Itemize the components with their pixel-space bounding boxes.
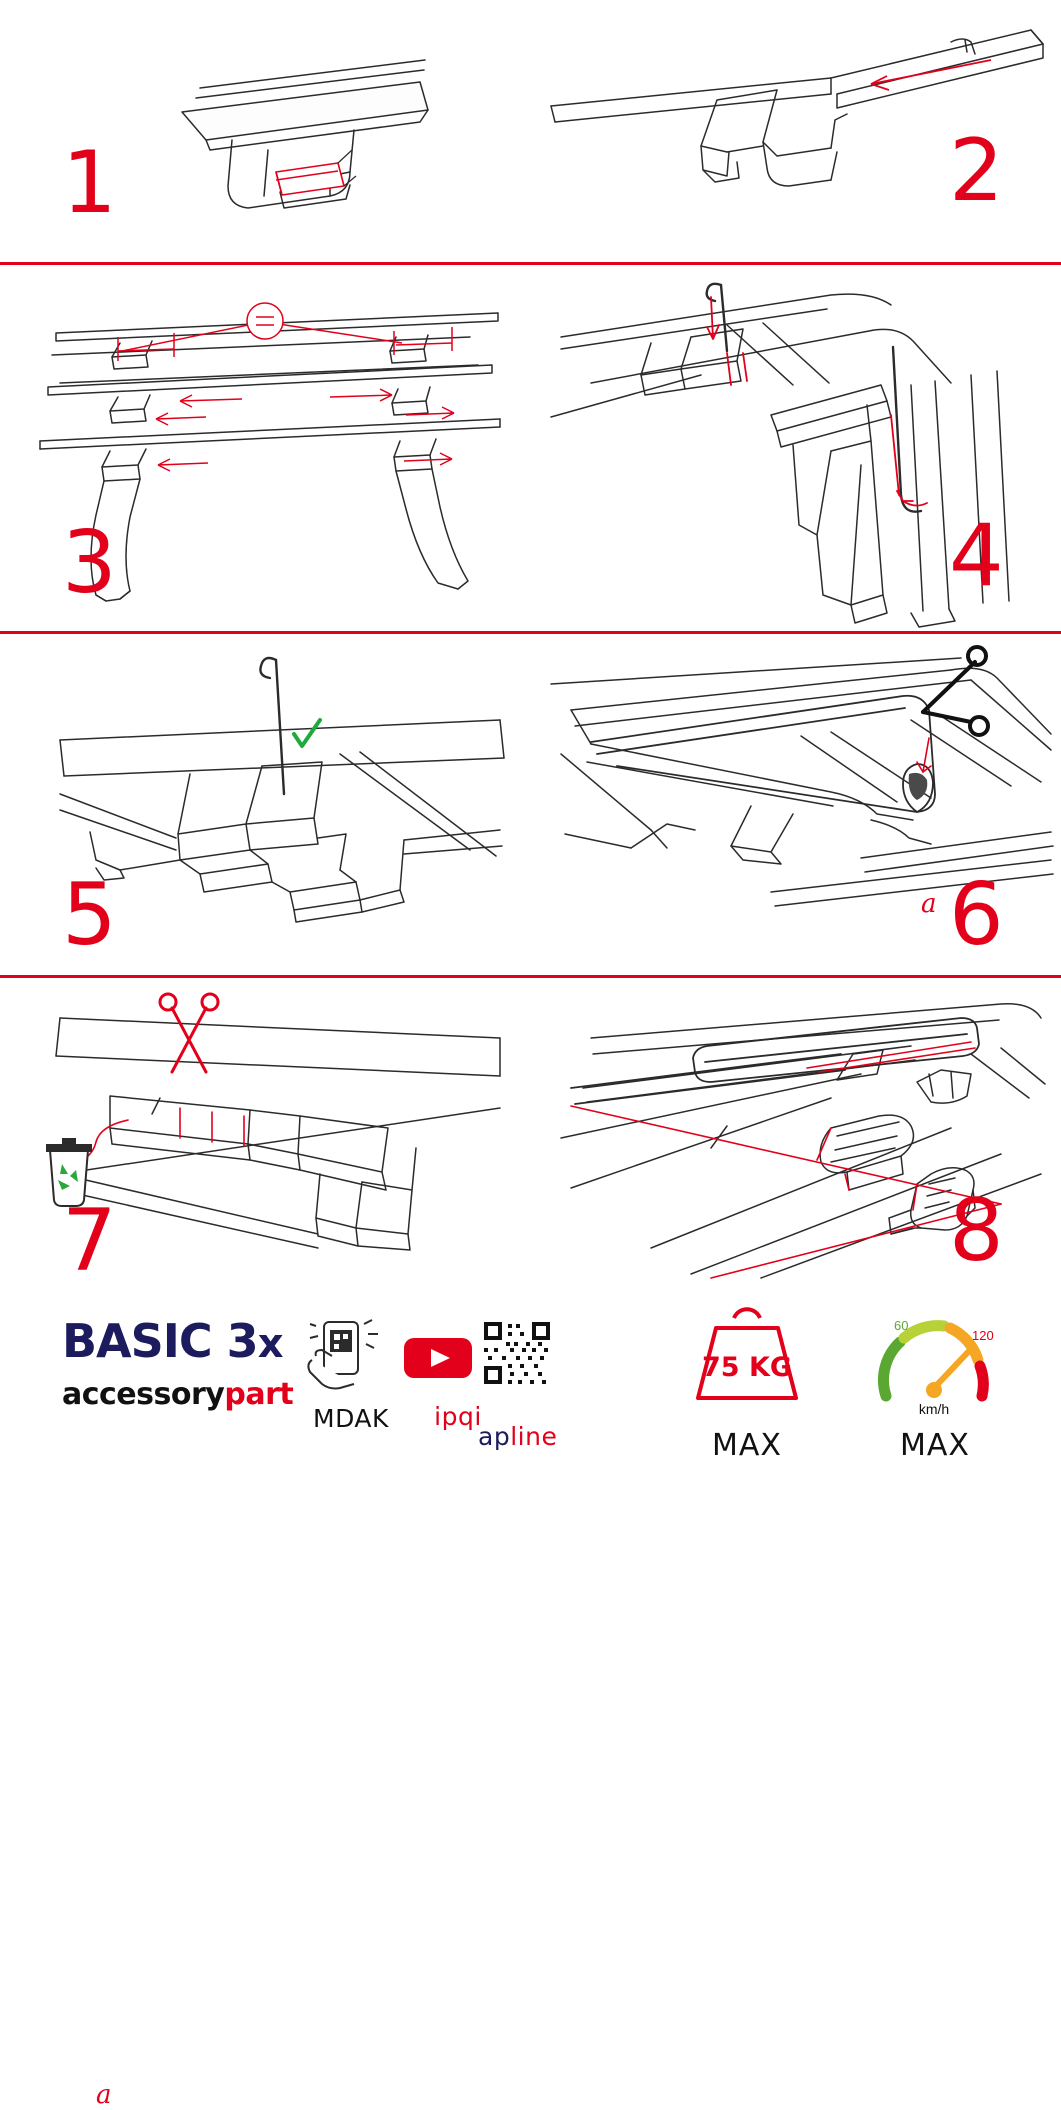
hand-qr-scan-icon	[296, 1316, 406, 1394]
step-number-5: 5	[62, 865, 115, 965]
logo-apline-caption-part2: line	[510, 1422, 558, 1451]
speedometer-icon	[860, 1300, 1010, 1422]
label-a-step-7: a	[96, 2080, 112, 2110]
speed-unit: km/h	[918, 1401, 950, 1417]
step-panel-5	[0, 634, 530, 975]
qr-code-icon	[470, 1318, 570, 1392]
logo-apline-caption-part1: ap	[478, 1422, 511, 1451]
max-load-caption: MAX	[712, 1428, 782, 1463]
logo-apline-caption	[478, 1422, 658, 1451]
max-load-indicator	[672, 1302, 822, 1463]
brand-block	[62, 1314, 294, 1412]
logo-apline	[478, 1412, 658, 1451]
step-number-7: 7	[62, 1191, 115, 1291]
step-number-6: 6	[949, 865, 1002, 965]
scissors-icon	[160, 994, 218, 1072]
product-name	[62, 1314, 292, 1368]
max-speed-caption: MAX	[900, 1428, 970, 1463]
step-panel-4	[531, 265, 1061, 631]
step-panel-3	[0, 265, 530, 631]
step-panel-2	[531, 0, 1061, 262]
product-name-text: BASIC 3	[62, 1314, 258, 1368]
product-name-suffix: x	[257, 1321, 283, 1367]
speed-tick-low: 60	[894, 1318, 909, 1333]
step-row-2	[0, 265, 1061, 631]
company-name-first: accessory	[62, 1377, 225, 1412]
max-load-value: 75 KG	[701, 1352, 793, 1383]
youtube-play-icon	[398, 1332, 478, 1384]
logo-mdak-caption: MDAK	[313, 1404, 389, 1433]
logo-youtube[interactable]	[398, 1332, 478, 1384]
footer-branding-bar	[0, 1290, 1061, 1500]
step-panel-8	[531, 978, 1061, 1288]
step-number-3: 3	[62, 513, 115, 613]
step-panel-6	[531, 634, 1061, 975]
step-number-4: 4	[949, 506, 1002, 606]
logo-mdak	[296, 1316, 406, 1433]
step-number-8: 8	[949, 1181, 1002, 1281]
company-name	[62, 1377, 294, 1412]
step-panel-1	[0, 0, 530, 262]
logo-ipqi-caption: ipqi	[434, 1402, 482, 1431]
max-speed-indicator	[860, 1300, 1010, 1463]
company-name-second: part	[224, 1377, 294, 1412]
label-a-step-6: a	[921, 889, 937, 919]
weight-icon	[672, 1302, 822, 1422]
step-number-2: 2	[949, 121, 1002, 221]
speed-tick-high: 120	[972, 1328, 994, 1343]
step-number-1: 1	[62, 133, 115, 233]
step-row-1	[0, 0, 1061, 262]
step-row-3	[0, 634, 1061, 975]
